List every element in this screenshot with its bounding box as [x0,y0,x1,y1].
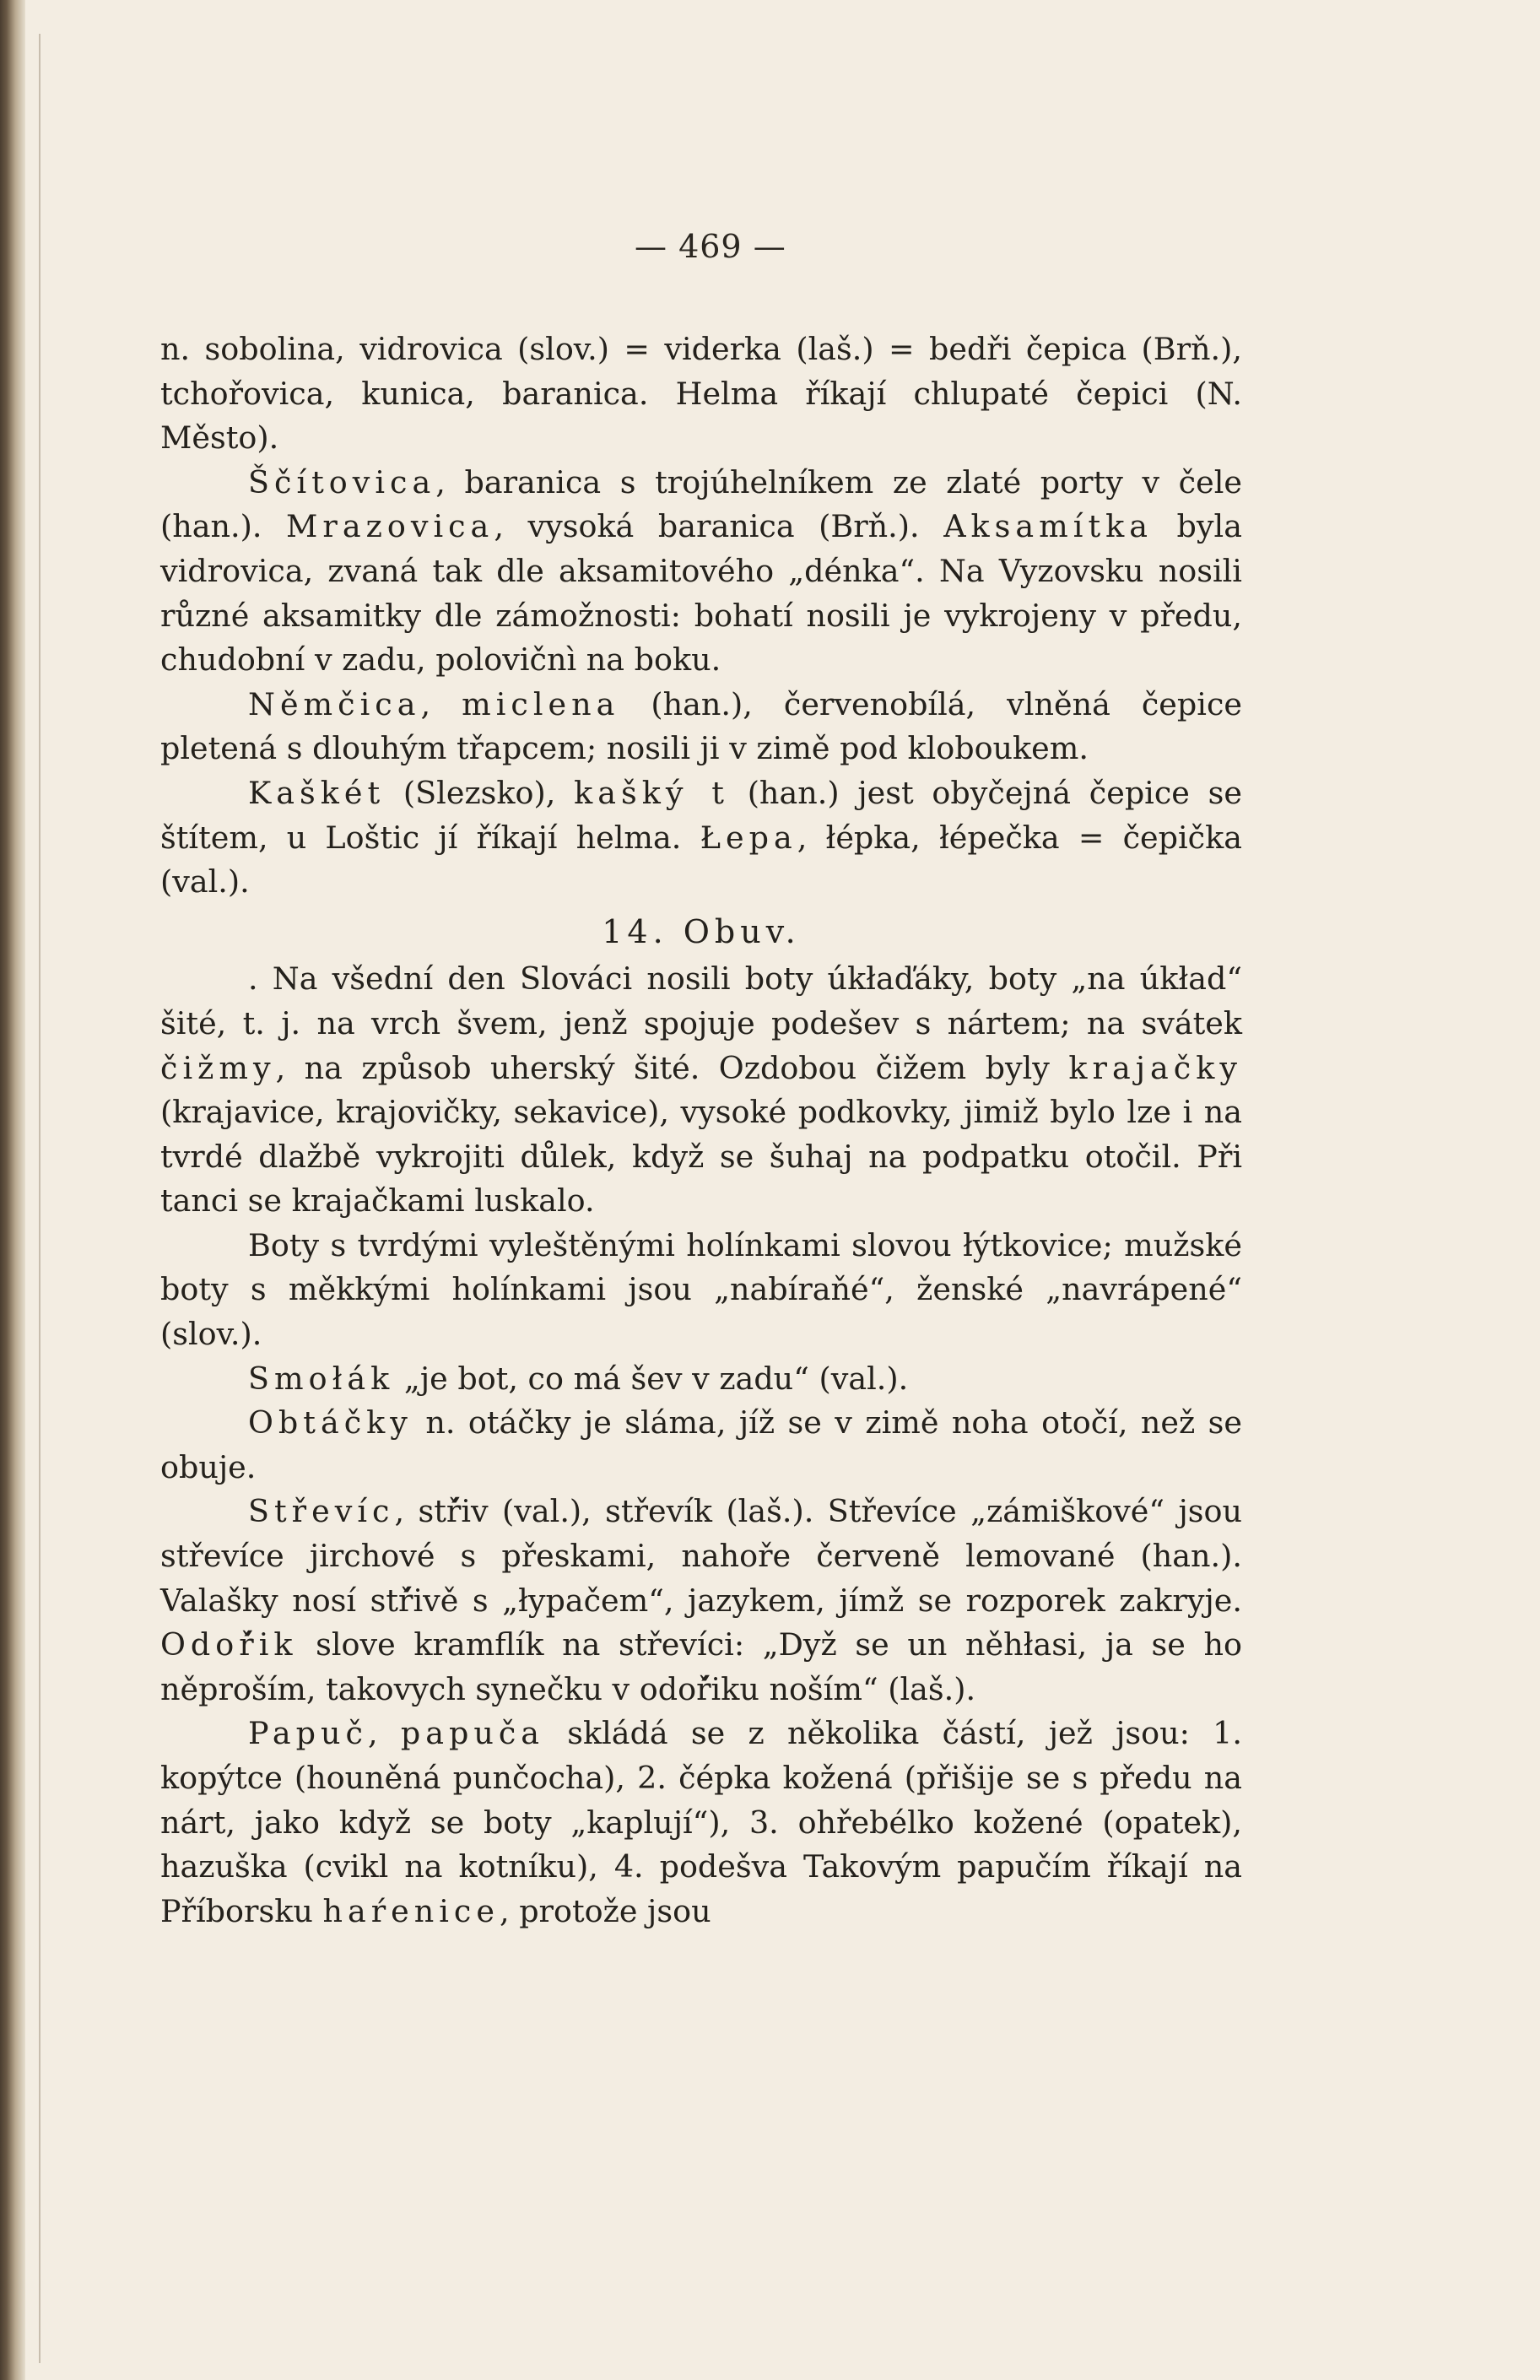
term-cizmy: čižmy [160,1049,276,1086]
paragraph-10 [160,1712,1242,1934]
paragraph-4-text-b: (han.) jest obyčejná čepice se štítem, u Loštic jí říkají helma. [160,774,1243,856]
paragraph-9-text-a: , stř́iv (val.), střevík (laš.). Střevíce „zámiškové“ jsou střevíce jirchové s přeskami, nahoře červeně lemované (han.). Valašky nosí stř́ivě s „łypačem“, jazykem, jímž se rozporek zakryje. [160,1493,1242,1619]
paragraph-3-text-b: (han.), červenobílá, vlněná čepice pletená s dlouhým třapcem; nosili ji v zimě pod kloboukem. [160,685,1242,767]
paragraph-6-text: Boty s tvrdými vyleštěnými holínkami slovou łýtkovice; mužské boty s měkkými holínkami jsou „nabíraňé“, ženské „navrápené“ (slov.). [160,1226,1242,1353]
paragraph-3-text-a: , [420,685,462,722]
book-spine-shadow [0,0,25,2380]
paragraph-4-text-a: (Slezsko), [385,774,575,811]
paragraph-8 [160,1401,1242,1490]
term-aksamitka: Aksamítka [943,508,1153,545]
paragraph-7 [160,1357,1242,1402]
term-harenice: haŕenice [322,1892,500,1929]
term-kasket: Kaškét [248,774,386,811]
page-margin-line [39,34,41,2363]
term-papuca: papuča [400,1715,545,1752]
paragraph-1-text: n. sobolina, vidrovica (slov.) = viderka (laš.) = bedři čepica (Brň.), tchořovica, kunica, baranica. Helma říkají chlupaté čepici (N. Město). [160,331,1242,457]
paragraph-5-text-c: (krajavice, krajovičky, sekavice), vysoké podkovky, jimiž bylo lze i na tvrdé dlažbě vykrojiti důlek, když se šuhaj na podpatku otočil. Při tanci se krajačkami luskalo. [160,1094,1242,1220]
term-scitovica: Ščítovica [248,463,436,500]
term-strevic: Střevíc [248,1493,395,1530]
paragraph-5-text-a: . Na všední den Slováci nosili boty úkłaďáky, boty „na úkład“ šité, t. j. na vrch švem, jenž spojuje podešev s nártem; na svátek [160,960,1242,1041]
paragraph-6 [160,1224,1242,1357]
page-number: — 469 — [635,228,786,265]
paragraph-4-text-c: , łépka, łépečka = čepička (val.). [160,819,1242,901]
paragraph-1 [160,327,1242,461]
paragraph-10-text-b: skládá se z několika částí, jež jsou: 1. kopýtce (houněná punčocha), 2. čépka kožená (přišije se s předu na nárt, jako když se boty „kaplují“), 3. ohřebélko kožené (opatek), hazuška (cvikl na kotníku), 4. podešva Takovým papučím říkají na Příborsku [160,1715,1242,1929]
body-text [160,327,1242,1934]
paragraph-5-text-b: , na způsob uherský šité. Ozdobou čižem byly [275,1049,1069,1086]
term-lepa: Łepa [700,819,797,856]
paragraph-2 [160,461,1242,683]
paragraph-2-text-a: , baranica s trojúhelníkem ze zlaté porty v čele (han.). [160,463,1242,545]
paragraph-4 [160,771,1242,905]
term-smolak: Smołák [248,1360,395,1397]
term-mrazovica: Mrazovica [286,508,494,545]
term-nemcica: Němčica [248,685,421,722]
paragraph-10-text-c: , protože jsou [499,1892,711,1929]
paragraph-10-text-a: , [368,1715,401,1752]
term-krajacky: krajačky [1068,1049,1242,1086]
paragraph-7-text: „je bot, co má šev v zadu“ (val.). [394,1360,909,1397]
paragraph-9 [160,1490,1242,1712]
paragraph-2-text-c: byla vidrovica, zvaná tak dle aksamitového „dénka“. Na Vyzovsku nosili různé aksamitky dle zámožnosti: bohatí nosili je vykrojeny v předu, chudobní v zadu, polovičnì na boku. [160,508,1242,679]
paragraph-5 [160,957,1242,1224]
paragraph-2-text-b: , vysoká baranica (Brň.). [494,508,944,545]
term-miclena: miclena [462,685,620,722]
term-kaskyt: kašký t [574,774,729,811]
section-heading-obuv [160,910,1242,955]
term-odorik: Odoř́ik [160,1626,298,1663]
term-papuc: Papuč [248,1715,368,1752]
paragraph-8-text: n. otáčky je sláma, jíž se v zimě noha otočí, než se obuje. [160,1404,1242,1485]
paragraph-3 [160,683,1242,771]
paragraph-9-text-b: slove kramflík na střevíci: „Dyž se un něhłasi, ja se ho něproším, takovych synečku v odoř́iku noším“ (laš.). [160,1626,1242,1707]
section-heading-text: 14. Obuv. [602,912,801,950]
term-obtacky: Obtáčky [248,1404,413,1442]
